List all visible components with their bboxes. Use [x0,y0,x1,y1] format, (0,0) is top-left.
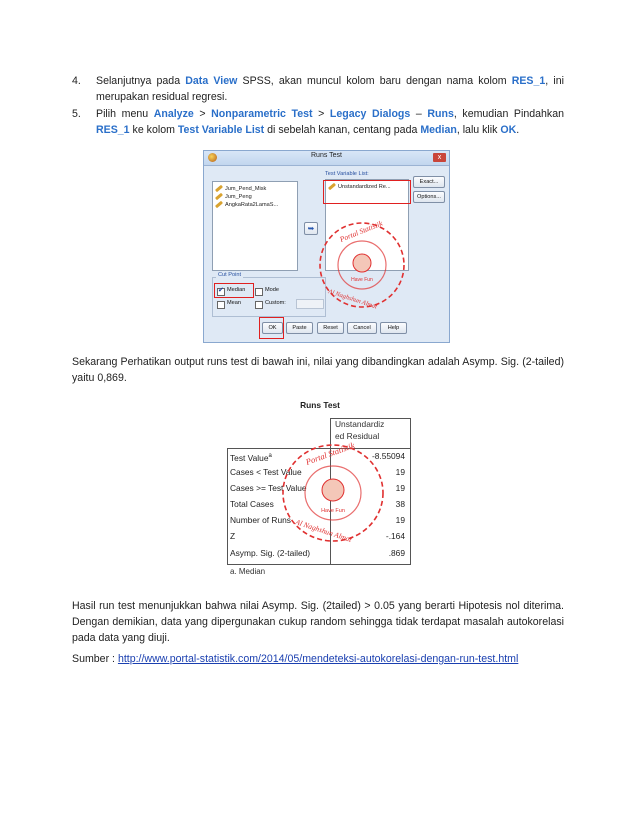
res1-term: RES_1 [511,75,546,87]
data-view-term: Data View [185,75,238,87]
watermark-top-text: Portal Statistik [338,218,384,244]
portal-statistik-watermark [314,217,410,313]
paste-button[interactable]: Paste [286,322,313,334]
result-paragraph: Hasil run test menunjukkan bahwa nilai Asymp. Sig. (2tailed) > 0.05 yang berarti Hipotesis nol diterima. Dengan demikian, data yang dipergunakan cukup random sehingga tidak terdapat masalah autokorelasi pada data yang diuji. [72,600,564,644]
exact-button[interactable]: Exact... [413,176,445,188]
nonparametric-term: Nonparametric Test [211,108,313,120]
output-paragraph: Sekarang Perhatikan output runs test di bawah ini, nilai yang dibandingkan adalah Asymp. Sig. (2-tailed) yaitu 0,869. [72,356,564,384]
median-highlight [214,283,254,298]
test-variable-highlight [323,180,411,204]
scale-variable-icon [215,193,223,200]
table-row-label: Number of Runs [230,515,291,525]
watermark-center-text-2: Have Fun [321,508,345,514]
source-link[interactable]: http://www.portal-statistik.com/2014/05/mendeteksi-autokorelasi-dengan-run-test.html [117,653,519,665]
variable-item[interactable]: Jum_Pend_Misk [213,185,297,193]
mean-label: Mean [227,300,241,306]
table-row-value: 38 [395,499,405,509]
watermark-top-text-2: Portal Statistik [304,439,356,467]
test-variable-list-label: Test Variable List: [325,171,369,177]
close-icon[interactable]: x [433,153,446,162]
custom-label: Custom: [265,300,286,306]
runs-term: Runs [427,108,454,120]
step-4-text: Selanjutnya pada Data View SPSS, akan muncul kolom baru dengan nama kolom RES_1, ini merupakan residual regresi. [96,75,564,103]
help-button[interactable]: Help [380,322,407,334]
table-row-label: Test Value$^a$ [230,452,272,463]
dialog-title: Runs Test [311,152,342,159]
watermark-bottom-text-2: Al Naghshun Almat [294,517,353,545]
watermark-bottom-text: Al Naghshun Almat [327,288,378,311]
column-header-line1: Unstandardiz [335,419,385,429]
runs-test-table [227,418,411,565]
table-row-value: -8.55094 [371,451,405,461]
move-variable-button[interactable]: ➥ [304,222,318,235]
options-button[interactable]: Options... [413,191,445,203]
source-line [72,651,518,667]
table-row-label: Cases < Test Value [230,467,302,477]
portal-statistik-watermark-2 [277,438,389,548]
cancel-button[interactable]: Cancel [347,322,377,334]
mode-label: Mode [265,287,279,293]
reset-button[interactable]: Reset [317,322,344,334]
test-variable-item[interactable]: Unstandardized Re... [326,183,408,191]
test-variable-list-term: Test Variable List [177,124,265,136]
table-row-value: 19 [395,483,405,493]
table-row-value: 19 [395,515,405,525]
median-checkbox[interactable]: ✔ [218,287,224,294]
table-row-label: Asymp. Sig. (2-tailed) [230,548,311,558]
runs-test-dialog [203,150,450,343]
table-row-value: .869 [388,548,405,558]
ok-highlight [259,317,284,339]
step-5-number: 5. [72,108,81,120]
ok-button[interactable]: OK [262,322,283,334]
runs-table-title: Runs Test [300,400,340,410]
legacy-dialogs-term: Legacy Dialogs [329,108,411,120]
custom-checkbox[interactable] [255,301,263,309]
table-row-label: Total Cases [230,499,274,509]
table-row-value: 19 [395,467,405,477]
dialog-titlebar [204,151,449,166]
table-footnote: a. Median [230,567,266,576]
variable-item[interactable]: AngkaRata2LamaS... [213,201,297,209]
source-label: Sumber : [72,653,118,665]
step-4-number: 4. [72,75,81,87]
mean-checkbox[interactable] [217,301,225,309]
scale-variable-icon [215,185,223,192]
step-5-text: Pilih menu Analyze > Nonparametric Test > Legacy Dialogs – Runs, kemudian Pindahkan RES_1 ke kolom Test Variable List di sebelah kanan, centang pada Median, lalu klik OK. [96,108,564,136]
table-row-label: Z [230,531,236,541]
ok-term: OK [500,124,517,136]
mode-checkbox[interactable] [255,288,263,296]
res1-term-2: RES_1 [96,124,130,136]
table-row-value: -.164 [385,531,405,541]
table-row-label: Cases >= Test Value [230,483,307,493]
median-label: Median [227,287,246,293]
scale-variable-icon [215,201,223,208]
column-header-line2: ed Residual [335,431,380,441]
cut-point-label: Cut Point [218,272,242,278]
source-variable-list[interactable] [212,181,298,271]
watermark-center-text: Have Fun [351,277,373,283]
median-term: Median [420,124,457,136]
analyze-term: Analyze [153,108,194,120]
variable-item[interactable]: Jum_Peng [213,193,297,201]
